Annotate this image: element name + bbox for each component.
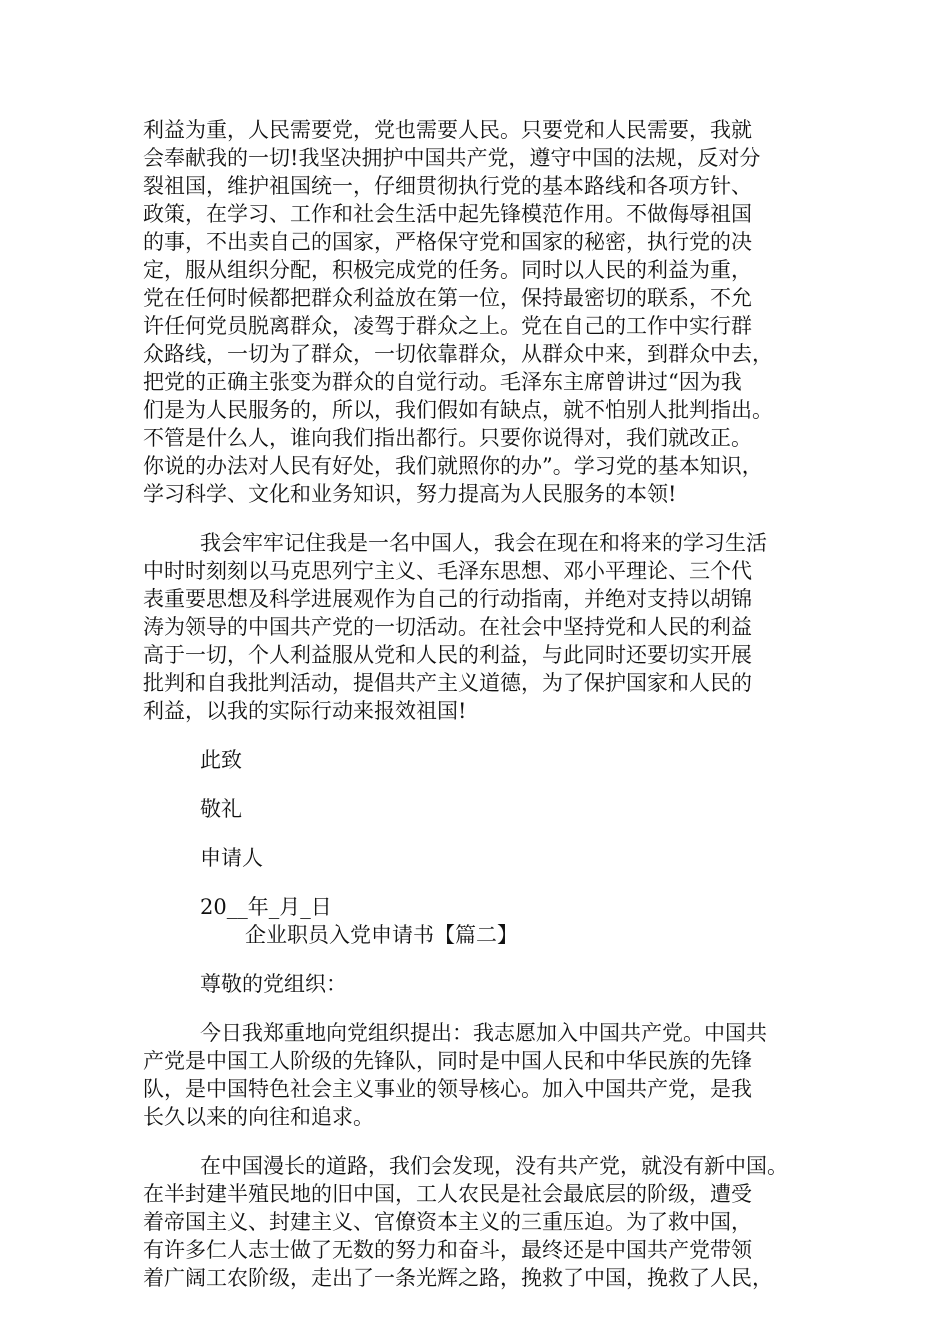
paragraph-2-line: 批判和自我批判活动，提倡共产主义道德，为了保护国家和人民的	[143, 671, 752, 695]
signature-label: 申请人	[200, 846, 263, 870]
paragraph-3-line: 产党是中国工人阶级的先锋队，同时是中国人民和中华民族的先锋	[143, 1049, 752, 1073]
paragraph-4-line: 有许多仁人志士做了无数的努力和奋斗，最终还是中国共产党带领	[143, 1238, 752, 1262]
section-title: 企业职员入党申请书【篇二】	[245, 923, 518, 947]
paragraph-1-line: 们是为人民服务的，所以，我们假如有缺点，就不怕别人批判指出。	[143, 398, 773, 422]
paragraph-1-line: 会奉献我的一切!我坚决拥护中国共产党，遵守中国的法规，反对分	[143, 146, 761, 170]
paragraph-1-line: 的事，不出卖自己的国家，严格保守党和国家的秘密，执行党的决	[143, 230, 752, 254]
paragraph-3-line: 队，是中国特色社会主义事业的领导核心。加入中国共产党，是我	[143, 1077, 752, 1101]
paragraph-2-line: 涛为领导的中国共产党的一切活动。在社会中坚持党和人民的利益	[143, 615, 752, 639]
date-line: 20__年_月_日	[200, 895, 332, 919]
paragraph-1-line: 不管是什么人，谁向我们指出都行。只要你说得对，我们就改正。	[143, 426, 752, 450]
paragraph-2-line: 高于一切，个人利益服从党和人民的利益，与此同时还要切实开展	[143, 643, 752, 667]
paragraph-3-line: 今日我郑重地向党组织提出：我志愿加入中国共产党。中国共	[200, 1021, 767, 1045]
paragraph-1-line: 利益为重，人民需要党，党也需要人民。只要党和人民需要，我就	[143, 118, 752, 142]
paragraph-1-line: 把党的正确主张变为群众的自觉行动。毛泽东主席曾讲过“因为我	[143, 370, 742, 394]
salutation: 尊敬的党组织：	[200, 972, 347, 996]
paragraph-1-line: 学习科学、文化和业务知识，努力提高为人民服务的本领!	[143, 482, 677, 506]
paragraph-2-line: 利益，以我的实际行动来报效祖国!	[143, 699, 467, 723]
paragraph-4-line: 着帝国主义、封建主义、官僚资本主义的三重压迫。为了救中国，	[143, 1210, 752, 1234]
paragraph-2-line: 我会牢牢记住我是一名中国人，我会在现在和将来的学习生活	[200, 531, 767, 555]
paragraph-2-line: 中时时刻刻以马克思列宁主义、毛泽东思想、邓小平理论、三个代	[143, 559, 752, 583]
paragraph-1-line: 政策，在学习、工作和社会生活中起先锋模范作用。不做侮辱祖国	[143, 202, 752, 226]
paragraph-2-line: 表重要思想及科学进展观作为自己的行动指南，并绝对支持以胡锦	[143, 587, 752, 611]
paragraph-1-line: 裂祖国，维护祖国统一，仔细贯彻执行党的基本路线和各项方针、	[143, 174, 752, 198]
closing-greeting: 此致	[200, 748, 242, 772]
paragraph-1-line: 众路线，一切为了群众，一切依靠群众，从群众中来，到群众中去，	[143, 342, 773, 366]
paragraph-1-line: 许任何党员脱离群众，凌驾于群众之上。党在自己的工作中实行群	[143, 314, 752, 338]
paragraph-3-line: 长久以来的向往和追求。	[143, 1105, 374, 1129]
paragraph-1-line: 定，服从组织分配，积极完成党的任务。同时以人民的利益为重，	[143, 258, 752, 282]
paragraph-4-line: 着广阔工农阶级，走出了一条光辉之路，挽救了中国，挽救了人民，	[143, 1266, 773, 1290]
closing-salute: 敬礼	[200, 797, 242, 821]
paragraph-4-line: 在半封建半殖民地的旧中国，工人农民是社会最底层的阶级，遭受	[143, 1182, 752, 1206]
paragraph-4-line: 在中国漫长的道路，我们会发现，没有共产党，就没有新中国。	[200, 1154, 788, 1178]
paragraph-1-line: 你说的办法对人民有好处，我们就照你的办”。学习党的基本知识，	[143, 454, 763, 478]
paragraph-1-line: 党在任何时候都把群众利益放在第一位，保持最密切的联系，不允	[143, 286, 752, 310]
